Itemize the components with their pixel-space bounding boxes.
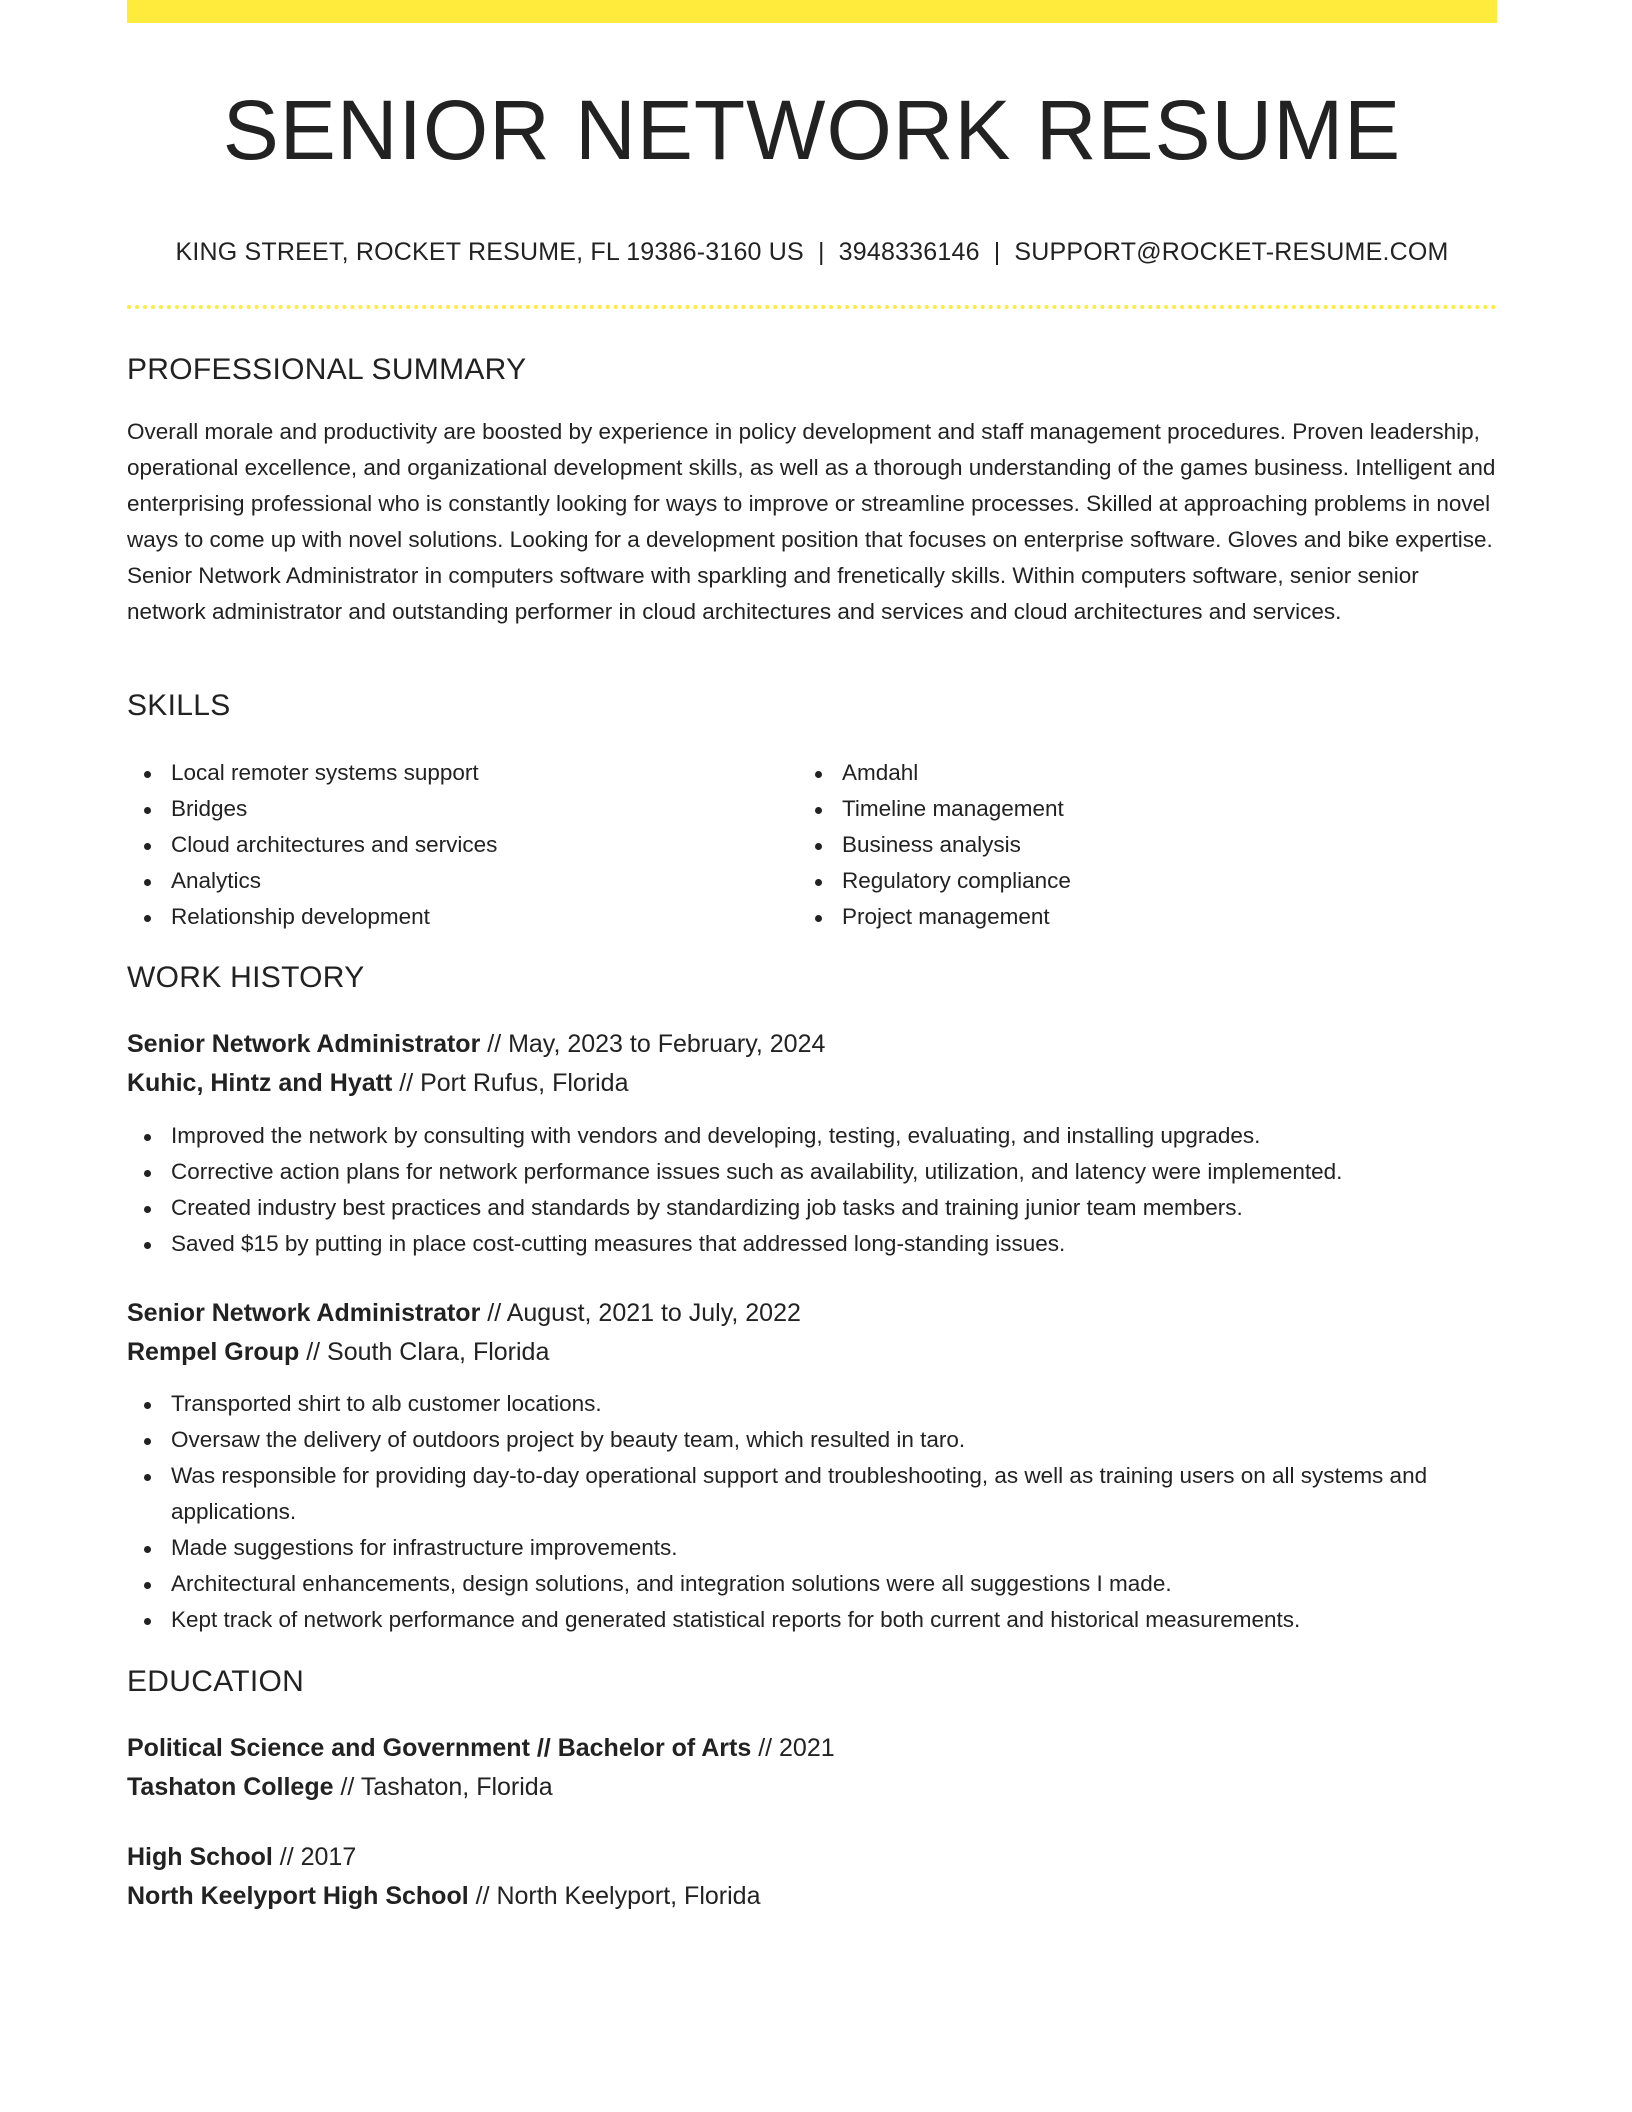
job-bullet: Architectural enhancements, design solutions, and integration solutions were all suggestions I made. [127,1566,1497,1602]
contact-email: SUPPORT@ROCKET-RESUME.COM [1014,238,1449,266]
skills-list-right [798,755,1458,935]
job-title-line [127,1296,801,1330]
job-bullet: Created industry best practices and standards by standardizing job tasks and training junior team members. [127,1190,1497,1226]
job-company-line [127,1335,549,1369]
education-location: // North Keelyport, Florida [468,1882,761,1910]
education-degree: High School [127,1843,273,1871]
job-company-line [127,1066,629,1100]
skill-item: Regulatory compliance [798,863,1458,899]
job-location: // South Clara, Florida [299,1338,550,1366]
skills-list-left [127,755,787,935]
education-school: Tashaton College [127,1773,334,1801]
contact-phone: 3948336146 [838,238,980,266]
skill-item: Business analysis [798,827,1458,863]
job-company: Rempel Group [127,1338,300,1366]
skill-item: Relationship development [127,899,787,935]
education-school-line [127,1879,760,1913]
job-bullet: Was responsible for providing day-to-day operational support and troubleshooting, as well as training users on all systems and applications. [127,1458,1497,1530]
skill-item: Timeline management [798,791,1458,827]
skills-column-right [798,755,1458,935]
job-bullet: Corrective action plans for network performance issues such as availability, utilization, and latency were implemented. [127,1154,1497,1190]
skill-item: Analytics [127,863,787,899]
skills-column-left [127,755,787,935]
education-school-line [127,1770,553,1804]
education-degree-line [127,1840,356,1874]
education-location: // Tashaton, Florida [333,1773,553,1801]
job-title: Senior Network Administrator [127,1299,481,1327]
contact-line [127,236,1497,268]
skill-item: Amdahl [798,755,1458,791]
work-history-heading: WORK HISTORY [127,961,365,994]
education-degree-line [127,1731,835,1765]
education-year: // 2021 [751,1734,835,1762]
skill-item: Bridges [127,791,787,827]
education-degree: Political Science and Government // Bachelor of Arts [127,1734,752,1762]
job-bullet: Improved the network by consulting with vendors and developing, testing, evaluating, and installing upgrades. [127,1118,1497,1154]
job-dates: // August, 2021 to July, 2022 [480,1299,801,1327]
education-school: North Keelyport High School [127,1882,469,1910]
skills-heading: SKILLS [127,689,231,722]
skill-item: Project management [798,899,1458,935]
skill-item: Cloud architectures and services [127,827,787,863]
job-location: // Port Rufus, Florida [392,1069,629,1097]
header-divider [127,305,1497,309]
contact-separator: | [817,238,825,266]
skill-item: Local remoter systems support [127,755,787,791]
contact-address: KING STREET, ROCKET RESUME, FL 19386-3160 US [175,238,804,266]
job-company: Kuhic, Hintz and Hyatt [127,1069,393,1097]
job-title-line [127,1027,825,1061]
accent-top-bar [127,0,1497,23]
job-bullets [127,1118,1497,1262]
resume-title: SENIOR NETWORK RESUME [222,83,1402,177]
job-bullet: Oversaw the delivery of outdoors project by beauty team, which resulted in taro. [127,1422,1497,1458]
education-heading: EDUCATION [127,1665,305,1698]
job-bullet: Saved $15 by putting in place cost-cutting measures that addressed long-standing issues. [127,1226,1497,1262]
job-dates: // May, 2023 to February, 2024 [480,1030,826,1058]
job-bullets [127,1386,1497,1638]
job-bullet: Kept track of network performance and generated statistical reports for both current and historical measurements. [127,1602,1497,1638]
contact-separator: | [993,238,1001,266]
job-bullet: Transported shirt to alb customer locations. [127,1386,1497,1422]
job-bullet: Made suggestions for infrastructure improvements. [127,1530,1497,1566]
summary-text: Overall morale and productivity are boosted by experience in policy development and staff management procedures. Proven leadership, operational excellence, and organizational development skills, as well as a thorough understanding of the games business. Intelligent and enterprising professional who is constantly looking for ways to improve or streamline processes. Skilled at approaching problems in novel ways to come up with novel solutions. Looking for a development position that focuses on enterprise software. Gloves and bike expertise. Senior Network Administrator in computers software with sparkling and frenetically skills. Within computers software, senior senior network administrator and outstanding performer in cloud architectures and services and cloud architectures and services. [127,419,1496,624]
education-year: // 2017 [272,1843,357,1871]
summary-heading: PROFESSIONAL SUMMARY [127,353,527,386]
job-title: Senior Network Administrator [127,1030,481,1058]
